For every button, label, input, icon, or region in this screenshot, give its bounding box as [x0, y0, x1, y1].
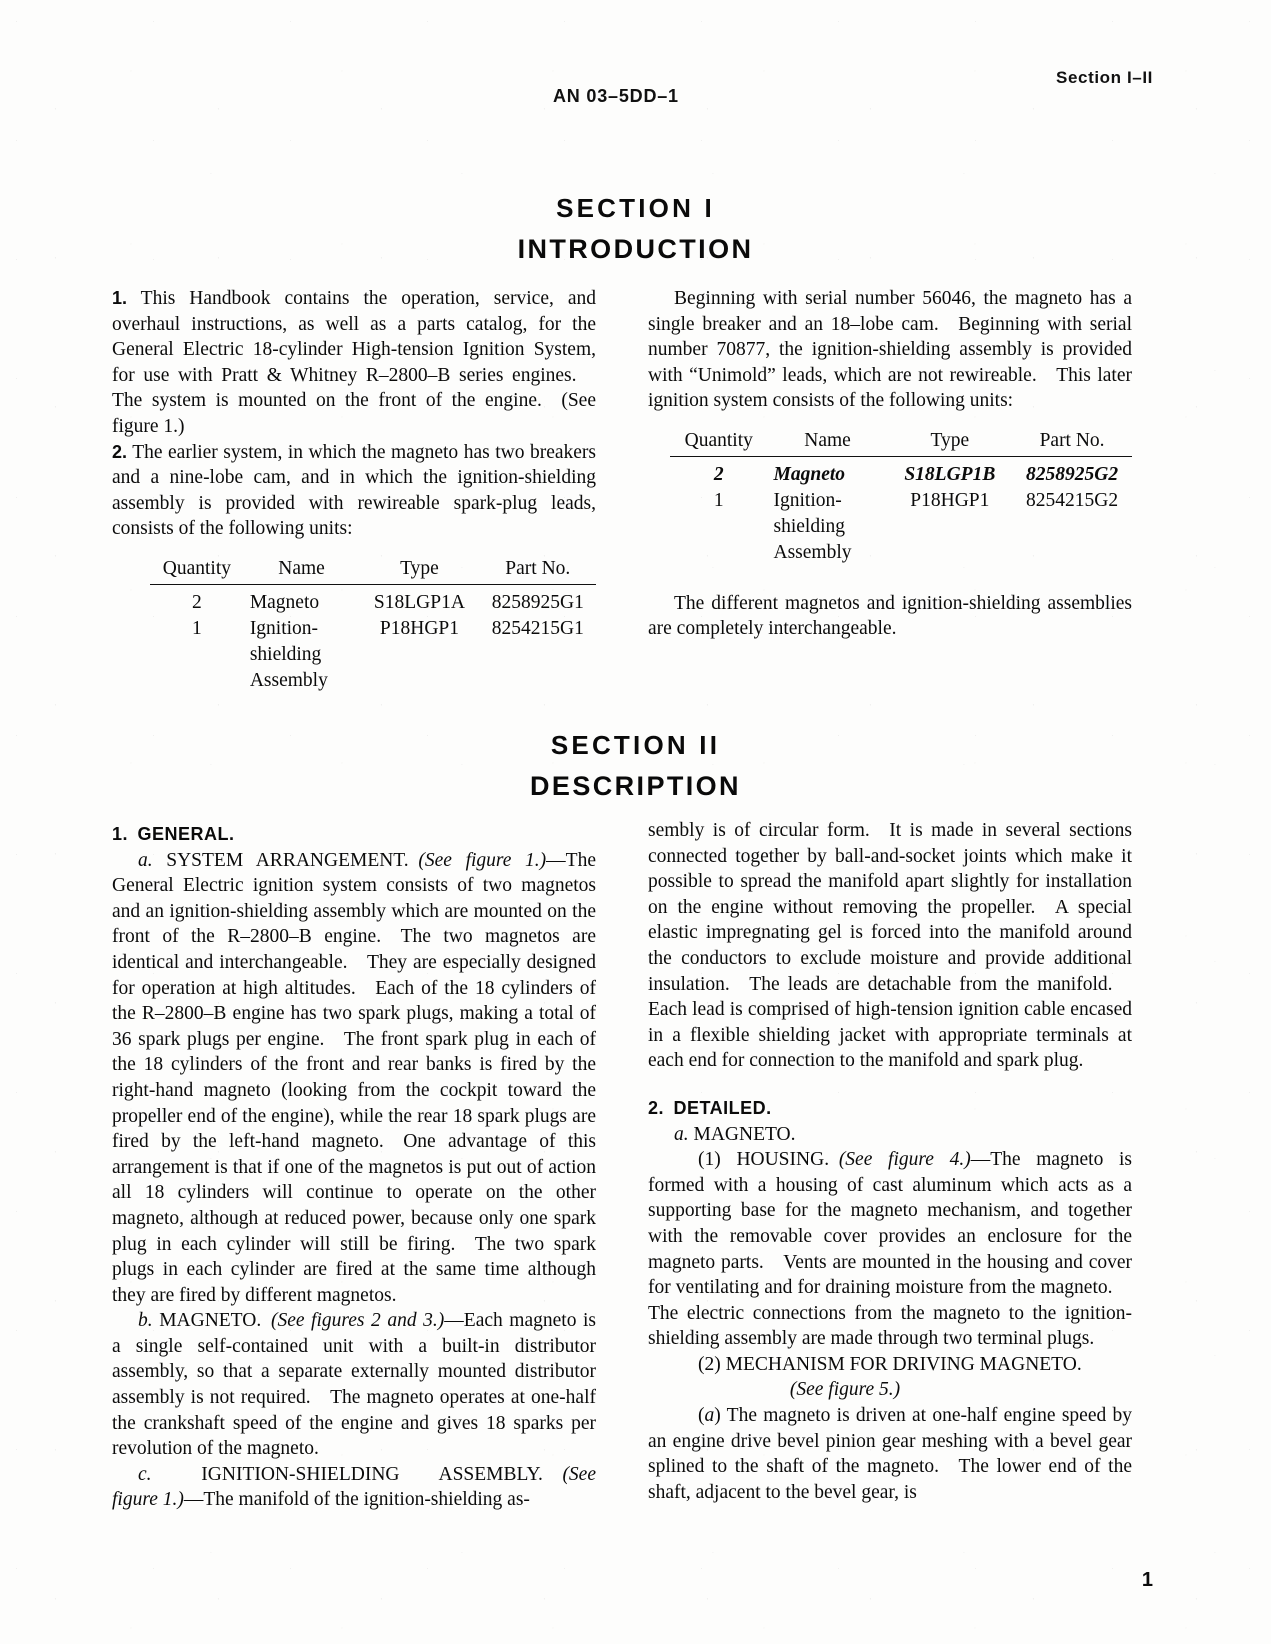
paragraph-2	[112, 440, 596, 542]
paragraph-mechanism-figure-ref	[558, 1377, 1132, 1403]
parts-table-earlier-system	[150, 556, 596, 693]
paragraph-1-text: This Handbook contains the operation, service, and overhaul instructions, as well as a parts catalog, for the General Electric 18-cylinder High-tension Ignition System, for use with Pratt & Whitney R–2800–B series engines. The system is mounted on the front of the engine. (See figure 1.)	[112, 288, 596, 437]
paragraph-1-number: 1.	[112, 288, 128, 308]
body-housing: —The magneto is formed with a housing of cast aluminum which acts as a supporting base for the magneto mechanism, and together with the removable cover provides an enclosure for the magneto parts. Vents are mounted in the housing and cover for ventilating and for draining moisture from the magneto. The electric connections from the magneto to the ignition-shielding assembly are made through two terminal plugs.	[648, 1149, 1133, 1350]
cell-name: Magneto	[773, 463, 846, 485]
column-header-type: Type	[359, 556, 479, 584]
cell-quantity: 1	[713, 489, 724, 511]
cell-name: Ignition-	[249, 617, 319, 639]
column-header-quantity: Quantity	[670, 428, 768, 456]
column-header-part-no: Part No.	[1012, 428, 1132, 456]
table-row	[150, 615, 596, 641]
paragraph-interchangeable-note: The different magnetos and ignition-shielding assemblies are completely interchangeable.	[648, 592, 1132, 640]
table-row	[670, 539, 1132, 565]
cell-type	[888, 513, 1013, 539]
figure-ref: (See figure 5.)	[789, 1379, 901, 1401]
cell-type	[359, 641, 479, 667]
heading-general: 1. GENERAL.	[112, 824, 235, 844]
paragraph-detailed-magneto	[648, 1122, 1132, 1148]
cell-name: Magneto	[249, 591, 320, 613]
paragraph-2-number: 2.	[112, 441, 128, 462]
title-magneto: MAGNETO.	[159, 1310, 262, 1332]
cell-part-no: 8258925G2	[1026, 463, 1119, 485]
paragraph-magneto	[112, 1308, 596, 1462]
label-a: a.	[138, 849, 153, 871]
column-header-type: Type	[888, 428, 1013, 456]
label-a-sub: (a)	[698, 1405, 721, 1427]
table-row	[670, 513, 1132, 539]
section-2-title: DESCRIPTION	[530, 771, 741, 801]
cell-quantity: 2	[713, 463, 724, 485]
table-row	[670, 487, 1132, 513]
column-header-part-no: Part No.	[480, 556, 596, 584]
paragraph-housing	[648, 1147, 1132, 1352]
paragraph-2-text: The earlier system, in which the magneto has two breakers and a nine-lobe cam, and in which the ignition-shielding assembly is provided with rewireable spark-plug leads, consists of the following units:	[112, 441, 596, 540]
title-mechanism-driving-magneto: MECHANISM FOR DRIVING MAGNETO.	[725, 1353, 1082, 1375]
cell-type	[888, 539, 1013, 565]
paragraph-system-arrangement	[112, 848, 596, 1309]
table-header-row	[150, 556, 596, 584]
paragraph-continued-manifold: sembly is of circular form. It is made in several sections connected together by ball-and-socket joints which make it possible to spread the manifold apart slightly for installation on the engine without removing the propeller. A special elastic impregnating gel is forced into the manifold around the conductors to exclude moisture and provide additional insulation. The leads are detachable from the manifold. Each lead is comprised of high-tension ignition cable encased in a flexible shielding jacket with appropriate terminals at each end for connection to the manifold and spark plug.	[648, 820, 1132, 1072]
figure-ref: (See figure 1.)	[112, 1463, 596, 1511]
label-c: c.	[138, 1463, 152, 1485]
cell-part-no	[1012, 539, 1132, 565]
cell-name: shielding	[249, 643, 322, 665]
section-1-left-column	[112, 286, 596, 693]
figure-ref: (See figure 1.)	[418, 849, 547, 871]
title-detailed-magneto: MAGNETO.	[693, 1123, 796, 1145]
cell-part-no	[480, 641, 596, 667]
cell-part-no: 8254215G2	[1026, 489, 1119, 511]
column-header-quantity: Quantity	[150, 556, 244, 584]
label-1: (1)	[698, 1149, 721, 1171]
figure-ref: (See figure 4.)	[838, 1149, 971, 1171]
table-row	[670, 456, 1132, 487]
section-2-number: SECTION II	[550, 730, 721, 760]
column-header-name: Name	[768, 428, 888, 456]
cell-quantity: 1	[192, 617, 202, 639]
label-a: a.	[674, 1123, 689, 1145]
section-1-right-column	[648, 286, 1132, 642]
paragraph-mechanism-title	[648, 1352, 1132, 1378]
section-1-number: SECTION I	[556, 193, 715, 223]
cell-quantity	[150, 667, 244, 693]
cell-type: S18LGP1B	[904, 463, 996, 485]
section-2-heading	[0, 730, 1271, 802]
section-2-left-column	[112, 822, 596, 1513]
cell-quantity: 2	[192, 591, 202, 613]
cell-quantity	[670, 539, 768, 565]
cell-part-no: 8258925G1	[491, 591, 584, 613]
paragraph-serial-numbers: Beginning with serial number 56046, the magneto has a single breaker and an 18–lobe cam. Beginning with serial number 70877, the ignition-shielding assembly is provided with “Unimold” leads, which are not rewireable. This later ignition system consists of the following units:	[648, 288, 1132, 412]
section-1-heading	[0, 193, 1271, 265]
page-number: 1	[1141, 1569, 1153, 1591]
table-row	[150, 667, 596, 693]
cell-name: Assembly	[249, 669, 328, 691]
cell-quantity	[670, 513, 768, 539]
cell-name: shielding	[773, 515, 846, 537]
body-magneto: —Each magneto is a single self-contained unit with a built-in distributor assembly, so that a separate externally mounted distributor assembly is not required. The magneto operates at one-half the crankshaft speed of the engine and gives 18 sparks per revolution of the magneto.	[112, 1310, 597, 1460]
running-head-section: Section I–II	[1056, 68, 1153, 87]
column-header-name: Name	[244, 556, 359, 584]
figure-ref: (See figures 2 and 3.)	[270, 1310, 445, 1332]
cell-part-no	[1012, 513, 1132, 539]
section-1-title: INTRODUCTION	[517, 234, 754, 264]
cell-type: P18HGP1	[910, 489, 990, 511]
table-row	[150, 641, 596, 667]
table-row	[150, 584, 596, 615]
body-system-arrangement: —The General Electric ignition system consists of two magnetos and an ignition-shielding assembly which are mounted on the front of the R–2800–B engine. The two magnetos are identical and interchangeable. They are especially designed for operation at high altitudes. Each of the 18 cylinders of the R–2800–B engine has two spark plugs, making a total of 36 spark plugs per engine. The front spark plug in each of the 18 cylinders of the front and rear banks is fired by the right-hand magneto (looking from the cockpit toward the propeller end of the engine), while the rear 18 spark plugs are fired by the left-hand magneto. One advantage of this arrangement is that if one of the magnetos is put out of action all 18 cylinders will continue to operate on the other magneto, although at reduced power, because only one spark plug in each cylinder will still be firing. The two spark plugs in each cylinder are fired at the same time although they are fired by different magnetos.	[112, 849, 596, 1306]
paragraph-1	[112, 286, 596, 440]
cell-name: Assembly	[773, 541, 852, 563]
cell-type: P18HGP1	[379, 617, 459, 639]
cell-type: S18LGP1A	[373, 591, 465, 613]
title-housing: HOUSING.	[736, 1149, 830, 1171]
label-b: b.	[138, 1310, 153, 1332]
section-2-right-column	[648, 818, 1132, 1505]
title-system-arrangement: SYSTEM ARRANGEMENT.	[166, 849, 409, 871]
running-head-manual-number: AN 03–5DD–1	[553, 86, 679, 106]
label-2: (2)	[698, 1353, 721, 1375]
paragraph-ignition-shielding-assembly	[112, 1462, 596, 1513]
title-ignition-shielding-assembly: IGNITION-SHIELDING ASSEMBLY.	[201, 1463, 543, 1485]
table-header-row	[670, 428, 1132, 456]
cell-name: Ignition-	[773, 489, 842, 511]
cell-part-no	[480, 667, 596, 693]
cell-type	[359, 667, 479, 693]
heading-detailed: 2. DETAILED.	[648, 1097, 772, 1118]
parts-table-later-system	[670, 428, 1132, 565]
cell-part-no: 8254215G1	[491, 617, 584, 639]
paragraph-mechanism-a	[648, 1403, 1132, 1505]
body-mechanism-a: The magneto is driven at one-half engine speed by an engine drive bevel pinion gear meshing with a bevel gear splined to the shaft of the magneto. The lower end of the shaft, adjacent to the bevel gear, is	[648, 1405, 1132, 1503]
cell-quantity	[150, 641, 244, 667]
body-ignition-shielding-assembly: —The manifold of the ignition-shielding as-	[183, 1489, 530, 1511]
